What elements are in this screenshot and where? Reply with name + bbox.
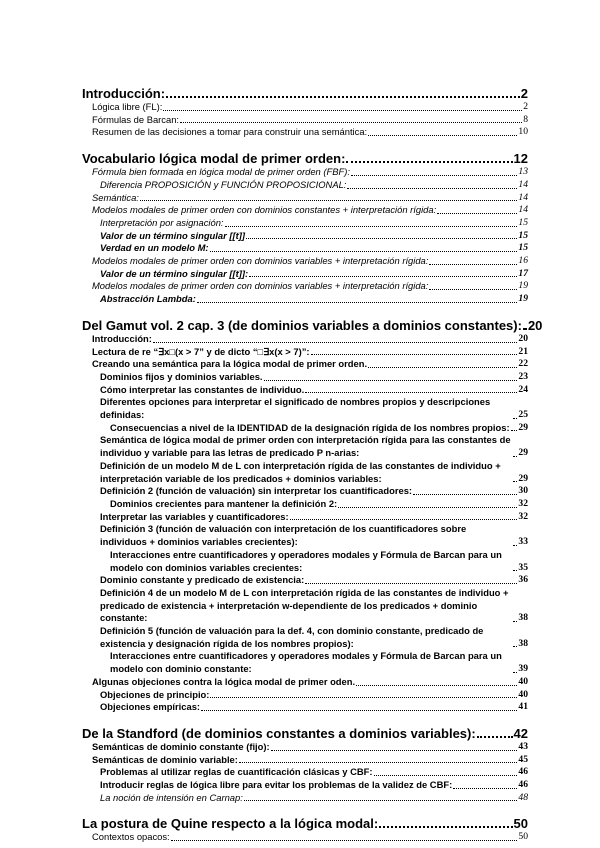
toc-entry-title: Semánticas de dominio constante (fijo): bbox=[92, 740, 270, 752]
toc-entry[interactable] bbox=[82, 179, 528, 192]
toc-entry-title: Dominios fijos y dominios variables. bbox=[100, 370, 263, 382]
toc-entry[interactable] bbox=[82, 192, 528, 205]
toc-leader bbox=[225, 226, 518, 227]
toc-leader bbox=[305, 392, 517, 393]
toc-leader bbox=[513, 481, 517, 482]
toc-page-number: 40 bbox=[518, 675, 528, 687]
toc-leader bbox=[429, 264, 517, 265]
toc-entry-title: Dominio constante y predicado de existencia: bbox=[100, 574, 305, 586]
toc-leader bbox=[239, 762, 518, 763]
toc-page-number: 50 bbox=[513, 816, 528, 832]
toc-leader bbox=[351, 175, 517, 176]
toc-entry-title: Definición de un modelo M de L con interpretación rígida de las constantes de individuo + interpretación variable de los predicados + dominios variables: bbox=[100, 459, 501, 484]
toc-entry[interactable] bbox=[82, 511, 528, 524]
toc-page-number: 35 bbox=[518, 561, 528, 573]
toc-entry-title: Abstracción Lambda: bbox=[100, 293, 196, 305]
toc-leader bbox=[511, 430, 518, 431]
toc-page-number: 39 bbox=[518, 663, 528, 675]
toc-entry[interactable] bbox=[82, 230, 528, 243]
toc-page-number: 20 bbox=[518, 332, 528, 344]
toc-page-number: 14 bbox=[518, 204, 528, 216]
toc-chapter-vocabulario[interactable] bbox=[82, 151, 528, 166]
toc-entry-title: Fórmula bien formada en lógica modal de primer orden (FBF): bbox=[92, 166, 350, 178]
toc-entry[interactable] bbox=[82, 242, 528, 255]
toc-leader bbox=[368, 135, 517, 136]
toc-leader bbox=[356, 685, 517, 686]
toc-entry[interactable] bbox=[82, 754, 528, 767]
toc-leader bbox=[171, 840, 518, 841]
toc-entry[interactable] bbox=[82, 255, 528, 268]
toc-entry[interactable] bbox=[82, 333, 528, 346]
section-gap bbox=[82, 306, 528, 312]
toc-entry-title: De la Standford (de dominios constantes a dominios variables): bbox=[82, 725, 476, 741]
toc-leader bbox=[311, 354, 518, 355]
toc-entry[interactable] bbox=[82, 485, 528, 498]
toc-leader bbox=[523, 328, 527, 330]
toc-leader bbox=[140, 200, 518, 201]
section-gap bbox=[82, 714, 528, 720]
toc-page-number: 43 bbox=[518, 740, 528, 752]
toc-leader bbox=[249, 276, 517, 277]
toc-entry-title: Lógica libre (FL): bbox=[92, 101, 163, 112]
toc-entry-title: Introducir reglas de lógica libre para evitar los problemas de la validez de CBF: bbox=[100, 779, 453, 791]
toc-entry-title: Contextos opacos: bbox=[92, 831, 170, 843]
toc-page-number: 33 bbox=[518, 536, 528, 548]
toc-entry-title: Semántica: bbox=[92, 191, 139, 203]
toc-entry-title: Verdad en un modelo M: bbox=[100, 242, 209, 254]
toc-leader bbox=[477, 736, 513, 738]
toc-entry[interactable] bbox=[82, 293, 528, 306]
toc-page-number: 15 bbox=[518, 242, 528, 254]
toc-entry[interactable] bbox=[82, 587, 528, 625]
toc-entry-title: Diferentes opciones para interpretar el significado de nombres propios y descripciones definidas: bbox=[100, 396, 491, 421]
toc-leader bbox=[513, 672, 517, 673]
toc-entry-title: Introducción: bbox=[92, 332, 152, 344]
toc-leader bbox=[437, 213, 517, 214]
toc-page-number: 21 bbox=[518, 345, 528, 357]
toc-entry-title: Semánticas de dominio variable: bbox=[92, 753, 238, 765]
toc-entry[interactable] bbox=[82, 396, 528, 421]
toc-chapter-gamut[interactable] bbox=[82, 317, 543, 333]
toc-entry[interactable] bbox=[82, 126, 528, 139]
toc-page-number: 41 bbox=[518, 701, 528, 713]
toc-leader bbox=[305, 583, 517, 584]
toc-page-number: 25 bbox=[518, 409, 528, 421]
toc-entry-title: Consecuencias a nivel de la IDENTIDAD de la designación rígida de los nombres propios: bbox=[110, 421, 510, 433]
toc-leader bbox=[347, 188, 517, 189]
toc-entry[interactable] bbox=[82, 625, 528, 650]
toc-entry-title: Interacciones entre cuantificadores y operadores modales y Fórmula de Barcan para un modelo con dominio constante: bbox=[110, 650, 502, 675]
toc-page-number: 24 bbox=[518, 383, 528, 395]
toc-entry[interactable] bbox=[82, 766, 528, 779]
toc-chapter-quine[interactable] bbox=[82, 816, 528, 831]
toc-page-number: 42 bbox=[513, 725, 528, 741]
toc-entry-title: Definición 3 (función de valuación con interpretación de los cuantificadores sobre individuos + dominios variables crecientes): bbox=[100, 523, 467, 548]
toc-leader bbox=[180, 122, 522, 123]
toc-page-number: 17 bbox=[518, 267, 528, 279]
toc-entry-title: Fórmulas de Barcan: bbox=[92, 113, 180, 125]
toc-entry[interactable] bbox=[82, 741, 528, 754]
toc-entry-title: Vocabulario lógica modal de primer orden: bbox=[82, 151, 346, 167]
toc-entry-title: Resumen de las decisiones a tomar para construir una semántica: bbox=[92, 126, 368, 138]
toc-leader bbox=[246, 238, 517, 239]
toc-entry[interactable] bbox=[82, 689, 528, 702]
toc-entry[interactable] bbox=[82, 434, 528, 459]
toc-entry[interactable] bbox=[82, 498, 528, 511]
toc-entry[interactable] bbox=[82, 268, 528, 281]
toc-page-number: 15 bbox=[518, 229, 528, 241]
toc-entry-title: Creando una semántica para la lógica modal de primer orden. bbox=[92, 358, 368, 370]
toc-leader bbox=[210, 251, 518, 252]
toc-page-number: 48 bbox=[518, 791, 528, 803]
toc-page-number: 2 bbox=[523, 101, 528, 112]
toc-entry-title: La noción de intensión en Carnap: bbox=[100, 791, 243, 803]
toc-page-number: 15 bbox=[518, 216, 528, 228]
toc-page-number: 20 bbox=[527, 317, 543, 333]
toc-page-number: 30 bbox=[518, 485, 528, 497]
toc-entry[interactable] bbox=[82, 701, 528, 714]
toc-leader bbox=[368, 367, 517, 368]
toc-page-number: 32 bbox=[518, 497, 528, 509]
toc-leader bbox=[290, 519, 518, 520]
toc-entry[interactable] bbox=[82, 650, 528, 675]
toc-page-number: 19 bbox=[518, 280, 528, 292]
toc-entry-title: Modelos modales de primer orden con dominios variables + interpretación rígida: bbox=[92, 255, 429, 267]
toc-entry-title: Cómo interpretar las constantes de individuo. bbox=[100, 383, 305, 395]
toc-entry-title: Objeciones de principio: bbox=[100, 688, 210, 700]
toc-leader bbox=[413, 494, 517, 495]
toc-leader bbox=[429, 289, 517, 290]
toc-entry[interactable] bbox=[82, 779, 528, 792]
toc-leader bbox=[271, 750, 518, 751]
toc-page-number: 13 bbox=[518, 166, 528, 178]
toc-chapter-standford[interactable] bbox=[82, 726, 528, 741]
toc-leader bbox=[513, 621, 517, 622]
toc-entry[interactable] bbox=[82, 831, 528, 844]
toc-leader bbox=[153, 342, 518, 343]
toc-entry-title: Valor de un término singular [[t]] bbox=[100, 229, 245, 241]
toc-leader bbox=[453, 788, 517, 789]
toc-entry-title: Definición 2 (función de valuación) sin interpretar los cuantificadores: bbox=[100, 485, 413, 497]
toc-leader bbox=[210, 697, 517, 698]
toc-entry[interactable] bbox=[82, 549, 528, 574]
toc-page-number: 22 bbox=[518, 358, 528, 370]
toc-entry-title: Definición 4 de un modelo M de L con interpretación rígida de las constantes de individuo + predicado de existencia + interpretación w-dependiente de los predicados + dominio constante: bbox=[100, 586, 509, 624]
toc-entry[interactable] bbox=[82, 114, 528, 127]
toc-page-number: 10 bbox=[518, 126, 528, 138]
toc-entry[interactable] bbox=[82, 280, 528, 293]
toc-entry[interactable] bbox=[82, 204, 528, 217]
table-of-contents bbox=[82, 80, 543, 844]
toc-entry-title: Modelos modales de primer orden con dominios constantes + interpretación rígida: bbox=[92, 204, 437, 216]
toc-page-number: 29 bbox=[518, 447, 528, 459]
toc-entry-title: Definición 5 (función de valuación para la def. 4, con dominio constante, predicado de existencia y designación rígida de los nombres propios): bbox=[100, 625, 484, 649]
toc-leader bbox=[513, 418, 517, 419]
toc-entry-title: Interpretar las variables y cuantificadores: bbox=[100, 510, 289, 522]
toc-leader bbox=[166, 96, 520, 98]
toc-entry[interactable] bbox=[82, 346, 528, 359]
toc-entry[interactable] bbox=[82, 358, 528, 371]
toc-page-number: 40 bbox=[518, 688, 528, 700]
toc-leader bbox=[379, 826, 512, 828]
toc-leader bbox=[513, 545, 517, 546]
toc-page-number: 23 bbox=[518, 370, 528, 382]
toc-page-number: 12 bbox=[513, 151, 528, 167]
toc-leader bbox=[346, 161, 512, 163]
toc-entry-title: Modelos modales de primer orden con dominios variables + interpretación rígida: bbox=[92, 280, 429, 292]
toc-entry-title: La postura de Quine respecto a la lógica modal: bbox=[82, 816, 379, 832]
toc-entry-title: Diferencia PROPOSICIÓN y FUNCIÓN PROPOSICIONAL: bbox=[100, 178, 347, 190]
toc-entry-title: Algunas objeciones contra la lógica modal de primer oden. bbox=[92, 675, 356, 687]
toc-entry[interactable] bbox=[82, 574, 528, 587]
toc-leader bbox=[338, 507, 517, 508]
toc-entry[interactable] bbox=[82, 422, 528, 435]
toc-leader bbox=[374, 775, 518, 776]
toc-entry-title: Introducción: bbox=[82, 86, 166, 101]
toc-entry[interactable] bbox=[82, 371, 528, 384]
toc-entry-title: Del Gamut vol. 2 cap. 3 (de dominios variables a dominios constantes): bbox=[82, 317, 522, 333]
toc-entry[interactable] bbox=[82, 676, 528, 689]
toc-entry[interactable] bbox=[82, 101, 528, 114]
section-gap bbox=[82, 139, 528, 145]
toc-page-number: 32 bbox=[518, 510, 528, 522]
toc-page-number: 8 bbox=[523, 113, 528, 125]
toc-page-number: 50 bbox=[518, 831, 528, 843]
toc-leader bbox=[201, 710, 517, 711]
toc-page-number: 36 bbox=[518, 574, 528, 586]
toc-page-number: 46 bbox=[518, 766, 528, 778]
toc-leader bbox=[197, 302, 518, 303]
toc-page-number: 29 bbox=[518, 472, 528, 484]
toc-leader bbox=[513, 456, 517, 457]
toc-page-number: 45 bbox=[518, 753, 528, 765]
toc-page-number: 46 bbox=[518, 779, 528, 791]
toc-leader bbox=[163, 110, 522, 111]
toc-page-number: 19 bbox=[518, 293, 528, 305]
toc-entry-title: Objeciones empíricas: bbox=[100, 701, 201, 713]
toc-page-number: 14 bbox=[518, 178, 528, 190]
toc-entry-title: Valor de un término singular [[t]]: bbox=[100, 267, 249, 279]
toc-page-number: 38 bbox=[518, 637, 528, 649]
toc-entry[interactable] bbox=[82, 384, 528, 397]
toc-entry-title: Semántica de lógica modal de primer orden con interpretación rígida para las constantes de individuo y variable para las letras de predicado P n-arias: bbox=[100, 434, 511, 459]
toc-entry-title: Problemas al utilizar reglas de cuantificación clásicas y CBF: bbox=[100, 766, 373, 778]
toc-entry[interactable] bbox=[82, 460, 528, 485]
toc-leader bbox=[244, 800, 518, 801]
toc-page-number: 2 bbox=[520, 86, 528, 101]
toc-entry[interactable] bbox=[82, 523, 528, 548]
toc-entry[interactable] bbox=[82, 166, 528, 179]
toc-entry-title: Lectura de re “∃x□(x > 7” y de dicto “□∃x(x > 7)”: bbox=[92, 345, 310, 357]
toc-entry[interactable] bbox=[82, 792, 528, 805]
toc-entry[interactable] bbox=[82, 217, 528, 230]
toc-page-number: 14 bbox=[518, 191, 528, 203]
toc-entry-title: Interacciones entre cuantificadores y operadores modales y Fórmula de Barcan para un modelo con dominios variables crecientes: bbox=[110, 548, 502, 573]
toc-entry-title: Interpretación por asignación: bbox=[100, 216, 224, 228]
toc-page-number: 38 bbox=[518, 612, 528, 624]
toc-page-number: 29 bbox=[518, 421, 528, 433]
section-gap bbox=[82, 804, 528, 810]
toc-entry-title: Dominios crecientes para mantener la definición 2: bbox=[110, 497, 338, 509]
toc-leader bbox=[513, 570, 517, 571]
toc-chapter-introduccion[interactable] bbox=[82, 86, 528, 101]
toc-leader bbox=[264, 380, 518, 381]
toc-leader bbox=[513, 646, 517, 647]
toc-page-number: 16 bbox=[518, 255, 528, 267]
